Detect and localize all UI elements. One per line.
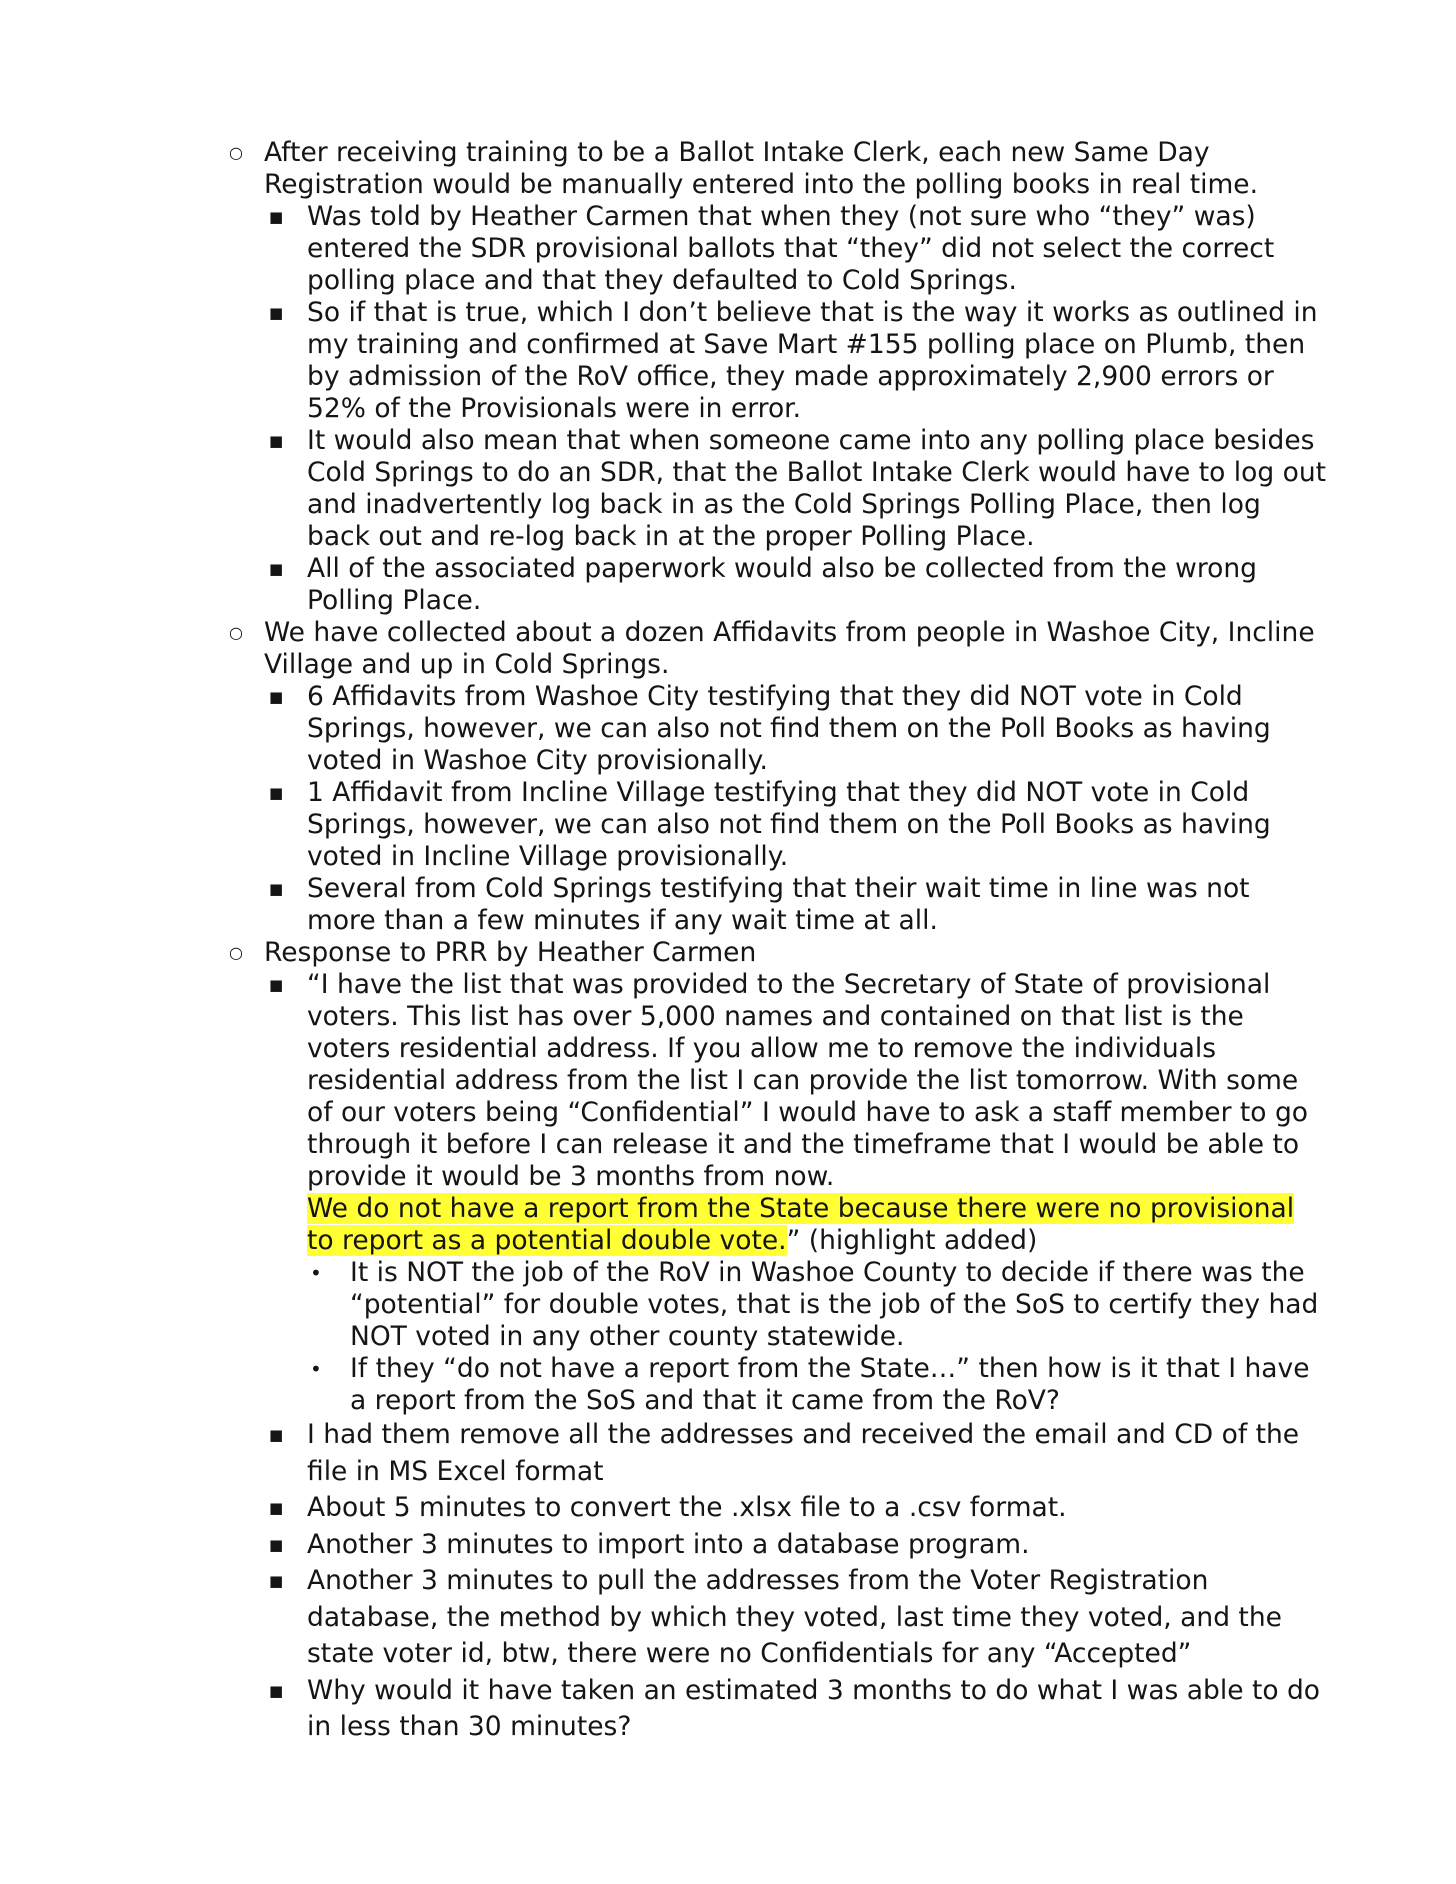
list-item-text: Why would it have taken an estimated 3 months to do what I was able to do in less than 30 minutes?: [307, 1674, 1321, 1742]
list-item: [226, 1527, 1326, 1564]
sub-list-item: [226, 1257, 1326, 1353]
square-bullet-icon: ■: [269, 1535, 284, 1554]
list-item-text: All of the associated paperwork would also be collected from the wrong Polling Place.: [307, 553, 1257, 616]
square-bullet-icon: ■: [269, 432, 284, 450]
square-bullet-icon: ■: [269, 688, 284, 706]
list-item: [226, 1563, 1326, 1673]
section-training: [226, 137, 1326, 201]
quote-item: [226, 969, 1326, 1257]
circle-bullet-icon: ○: [229, 143, 243, 162]
list-item-text: About 5 minutes to convert the .xlsx file to a .csv format.: [307, 1492, 1067, 1523]
sub-list-item-text: If they “do not have a report from the State…” then how is it that I have a report from the SoS and that it came from the RoV?: [350, 1353, 1310, 1416]
list-item-text: Another 3 minutes to pull the addresses from the Voter Registration database, the method by which they voted, last time they voted, and the state voter id, btw, there were no Confidentials for any “Accepted”: [307, 1565, 1282, 1669]
square-bullet-icon: ■: [269, 560, 284, 578]
list-item-text: 6 Affidavits from Washoe City testifying that they did NOT vote in Cold Springs, however, we can also not find them on the Poll Books as having voted in Washoe City provisionally.: [307, 681, 1271, 776]
square-bullet-icon: ■: [269, 976, 284, 994]
list-item: [226, 873, 1326, 937]
sub-list-item: [226, 1353, 1326, 1417]
list-item-text: I had them remove all the addresses and received the email and CD of the file in MS Excel format: [307, 1419, 1300, 1487]
section-affidavits: [226, 617, 1326, 681]
quote-text: “I have the list that was provided to the Secretary of State of provisional voters. This list has over 5,000 names and contained on that list is the voters residential address. If you allow me to remove the individuals residential address from the list I can provide the list tomorrow. With some of our voters being “Confidential” I would have to ask a staff member to go through it before I can release it and the timeframe that I would be able to provide it would be 3 months from now.: [307, 969, 1308, 1192]
list-item: [226, 553, 1326, 617]
list-item-text: 1 Affidavit from Incline Village testifying that they did NOT vote in Cold Springs, however, we can also not find them on the Poll Books as having voted in Incline Village provisionally.: [307, 777, 1271, 872]
list-item: [226, 1490, 1326, 1527]
square-bullet-icon: ■: [269, 304, 284, 322]
list-item: [226, 1417, 1326, 1490]
circle-bullet-icon: ○: [229, 943, 243, 962]
dot-bullet-icon: •: [310, 1261, 322, 1285]
list-item-text: Another 3 minutes to import into a database program.: [307, 1528, 1030, 1560]
square-bullet-icon: ■: [269, 208, 284, 226]
square-bullet-icon: ■: [269, 1681, 284, 1700]
list-item: [226, 681, 1326, 777]
highlighted-quote: We do not have a report from the State because there were no provisional to report as a potential double vote.: [307, 1193, 1295, 1256]
list-item-text: Was told by Heather Carmen that when they (not sure who “they” was) entered the SDR provisional ballots that “they” did not select the correct polling place and that they defaulted to Cold Springs.: [307, 201, 1275, 296]
section-text: Response to PRR by Heather Carmen: [264, 937, 757, 968]
square-bullet-icon: ■: [269, 880, 284, 898]
section-text: After receiving training to be a Ballot Intake Clerk, each new Same Day Registration would be manually entered into the polling books in real time.: [264, 137, 1259, 200]
list-item-text: Several from Cold Springs testifying that their wait time in line was not more than a few minutes if any wait time at all.: [307, 873, 1250, 936]
square-bullet-icon: ■: [269, 1426, 284, 1444]
square-bullet-icon: ■: [269, 784, 284, 802]
section-text: We have collected about a dozen Affidavits from people in Washoe City, Incline Village and up in Cold Springs.: [264, 617, 1315, 680]
square-bullet-icon: ■: [269, 1499, 284, 1517]
square-bullet-icon: ■: [269, 1572, 284, 1590]
list-item: [226, 1673, 1326, 1746]
circle-bullet-icon: ○: [229, 623, 243, 642]
section-prr-response: [226, 937, 1326, 969]
list-item: [226, 777, 1326, 873]
list-item: [226, 425, 1326, 553]
sub-list-item-text: It is NOT the job of the RoV in Washoe County to decide if there was the “potential” for double votes, that is the job of the SoS to certify they had NOT voted in any other county statewide.: [350, 1257, 1319, 1352]
document-body: [226, 137, 1326, 1746]
list-item: [226, 201, 1326, 297]
dot-bullet-icon: •: [310, 1357, 322, 1381]
list-item-text: It would also mean that when someone came into any polling place besides Cold Springs to do an SDR, that the Ballot Intake Clerk would have to log out and inadvertently log back in as the Cold Springs Polling Place, then log back out and re-log back in at the proper Polling Place.: [307, 425, 1327, 552]
quote-after-text: ” (highlight added): [786, 1225, 1038, 1256]
list-item: [226, 297, 1326, 425]
list-item-text: So if that is true, which I don’t believe that is the way it works as outlined in my training and confirmed at Save Mart #155 polling place on Plumb, then by admission of the RoV office, they made approximately 2,900 errors or 52% of the Provisionals were in error.: [307, 297, 1318, 424]
